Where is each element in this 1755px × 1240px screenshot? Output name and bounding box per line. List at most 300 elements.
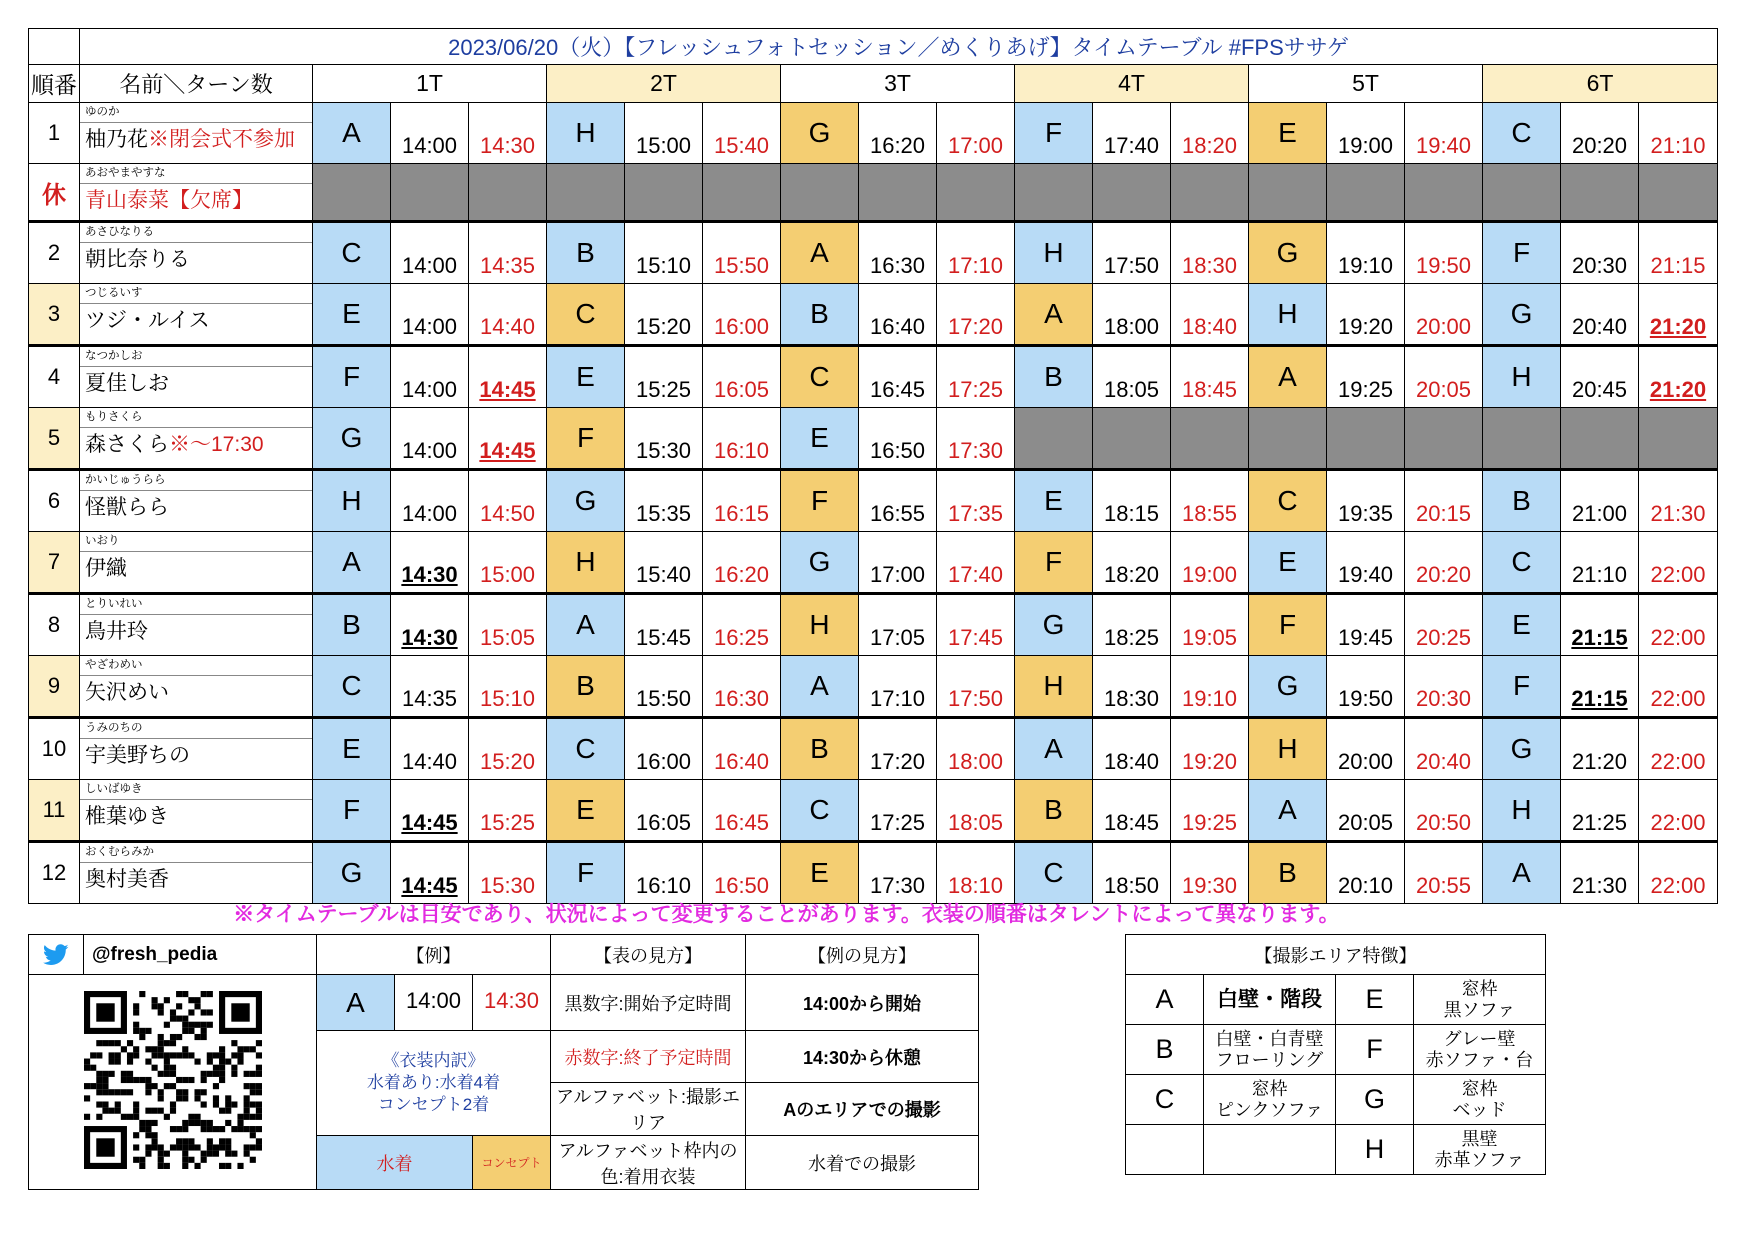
area-letter: H — [1015, 222, 1093, 284]
start-time: 15:20 — [625, 284, 703, 346]
turn-header: 6T — [1483, 65, 1718, 103]
empty-slot — [703, 164, 781, 222]
end-time: 18:05 — [937, 780, 1015, 842]
turn-header: 5T — [1249, 65, 1483, 103]
start-time: 18:20 — [1093, 532, 1171, 594]
empty-slot — [1561, 164, 1639, 222]
end-time: 21:15 — [1639, 222, 1718, 284]
empty-slot — [1483, 408, 1561, 470]
end-time: 16:25 — [703, 594, 781, 656]
end-time: 19:05 — [1171, 594, 1249, 656]
qr-cell — [29, 975, 317, 1190]
end-time: 14:35 — [469, 222, 547, 284]
performer-name-cell — [80, 780, 313, 842]
area-description — [1204, 1125, 1336, 1175]
area-letter: B — [1249, 842, 1327, 904]
area-description — [1204, 1025, 1336, 1075]
area-letter: A — [547, 594, 625, 656]
performer-name-cell — [80, 656, 313, 718]
empty-slot — [1639, 164, 1718, 222]
area-letter: C — [1249, 470, 1327, 532]
area-legend-row — [1126, 1075, 1546, 1125]
area-letter: E — [781, 842, 859, 904]
concept-swatch: コンセプト — [473, 1136, 551, 1190]
area-letter: E — [313, 718, 391, 780]
example-area: A — [317, 975, 395, 1031]
furigana: とりいれい — [80, 595, 312, 615]
start-time: 20:30 — [1561, 222, 1639, 284]
performer-name: 森さくら — [85, 433, 169, 456]
row-number: 休 — [29, 164, 80, 222]
furigana: うみのちの — [80, 719, 312, 739]
area-desc-line: 窓枠 — [1461, 1078, 1498, 1099]
start-time: 14:30 — [391, 594, 469, 656]
start-time: 19:10 — [1327, 222, 1405, 284]
end-time: 19:40 — [1405, 103, 1483, 164]
performer-note: ※～17:30 — [169, 433, 264, 456]
start-time: 18:40 — [1093, 718, 1171, 780]
start-time: 21:15 — [1561, 656, 1639, 718]
row-number: 6 — [29, 470, 80, 532]
howto-desc-2: 赤数字:終了予定時間 — [551, 1031, 746, 1083]
start-time: 19:20 — [1327, 284, 1405, 346]
area-description — [1414, 1125, 1546, 1175]
area-legend-row — [1126, 975, 1546, 1025]
start-time: 19:40 — [1327, 532, 1405, 594]
performer-name: 宇美野ちの — [85, 744, 190, 767]
area-letter: B — [547, 656, 625, 718]
end-time: 22:00 — [1639, 532, 1718, 594]
area-desc-line: フローリング — [1215, 1049, 1324, 1070]
example-header: 【例】 — [317, 935, 551, 975]
start-time: 19:00 — [1327, 103, 1405, 164]
table-row — [29, 532, 1718, 594]
end-time: 16:05 — [703, 346, 781, 408]
start-time: 14:00 — [391, 284, 469, 346]
end-time: 16:40 — [703, 718, 781, 780]
area-letter: E — [1249, 103, 1327, 164]
end-time: 19:30 — [1171, 842, 1249, 904]
end-time: 17:20 — [937, 284, 1015, 346]
empty-slot — [1561, 408, 1639, 470]
area-letter: C — [781, 780, 859, 842]
performer-name-cell — [80, 222, 313, 284]
area-code: C — [1126, 1075, 1204, 1125]
start-time: 16:00 — [625, 718, 703, 780]
performer-name-cell — [80, 408, 313, 470]
start-time: 14:30 — [391, 532, 469, 594]
start-time: 14:00 — [391, 470, 469, 532]
empty-slot — [1249, 164, 1327, 222]
area-legend — [1125, 934, 1546, 1175]
performer-name-cell — [80, 164, 313, 222]
performer-name: 青山泰菜【欠席】 — [85, 189, 253, 212]
table-row — [29, 656, 1718, 718]
start-time: 15:45 — [625, 594, 703, 656]
area-letter: C — [1015, 842, 1093, 904]
performer-name: 朝比奈りる — [85, 248, 190, 271]
area-legend-row — [1126, 1025, 1546, 1075]
twitter-icon — [43, 944, 69, 966]
end-time: 15:00 — [469, 532, 547, 594]
start-time: 16:50 — [859, 408, 937, 470]
end-time: 20:20 — [1405, 532, 1483, 594]
table-row — [29, 408, 1718, 470]
area-letter: H — [547, 103, 625, 164]
area-letter: H — [313, 470, 391, 532]
area-letter: E — [781, 408, 859, 470]
end-time: 15:25 — [469, 780, 547, 842]
area-letter: F — [781, 470, 859, 532]
empty-slot — [1093, 408, 1171, 470]
area-letter: C — [313, 222, 391, 284]
end-time: 20:55 — [1405, 842, 1483, 904]
start-time: 20:20 — [1561, 103, 1639, 164]
start-time: 17:05 — [859, 594, 937, 656]
area-desc-line: 黒壁 — [1461, 1128, 1498, 1149]
area-letter: H — [1015, 656, 1093, 718]
qr-code-icon[interactable] — [84, 991, 262, 1169]
area-letter: F — [313, 346, 391, 408]
start-time: 16:05 — [625, 780, 703, 842]
row-number: 12 — [29, 842, 80, 904]
performer-name-cell — [80, 594, 313, 656]
order-header: 順番 — [29, 65, 80, 103]
start-time: 15:10 — [625, 222, 703, 284]
area-code: H — [1336, 1125, 1414, 1175]
area-letter: G — [781, 103, 859, 164]
performer-name-cell — [80, 103, 313, 164]
name-turn-header: 名前＼ターン数 — [80, 65, 313, 103]
empty-slot — [1639, 408, 1718, 470]
area-letter: B — [781, 284, 859, 346]
start-time: 20:05 — [1327, 780, 1405, 842]
end-time: 18:55 — [1171, 470, 1249, 532]
area-letter: C — [1483, 532, 1561, 594]
empty-slot — [781, 164, 859, 222]
end-time: 22:00 — [1639, 718, 1718, 780]
start-time: 20:00 — [1327, 718, 1405, 780]
furigana: おくむらみか — [80, 843, 312, 863]
end-time: 19:20 — [1171, 718, 1249, 780]
empty-slot — [547, 164, 625, 222]
turn-header: 4T — [1015, 65, 1249, 103]
howto-header: 【表の見方】 — [551, 935, 746, 975]
area-letter: F — [313, 780, 391, 842]
area-letter: G — [1249, 222, 1327, 284]
table-row — [29, 284, 1718, 346]
area-description — [1414, 975, 1546, 1025]
notice-text: ※タイムテーブルは目安であり、状況によって変更することがあります。衣装の順番はタレントによって異なります。 — [233, 903, 1340, 926]
end-time: 17:30 — [937, 408, 1015, 470]
area-letter: F — [1015, 103, 1093, 164]
empty-slot — [1327, 164, 1405, 222]
costume-line-1: 水着あり:水着4着 — [366, 1073, 501, 1092]
area-letter: A — [781, 656, 859, 718]
performer-name: 怪獣らら — [85, 496, 169, 519]
end-time: 14:45 — [469, 346, 547, 408]
area-letter: B — [1483, 470, 1561, 532]
area-letter: E — [1015, 470, 1093, 532]
end-time: 16:10 — [703, 408, 781, 470]
table-row — [29, 780, 1718, 842]
end-time: 15:40 — [703, 103, 781, 164]
area-letter: C — [547, 718, 625, 780]
empty-slot — [1015, 408, 1093, 470]
start-time: 18:45 — [1093, 780, 1171, 842]
start-time: 15:25 — [625, 346, 703, 408]
start-time: 17:30 — [859, 842, 937, 904]
table-row — [29, 103, 1718, 164]
area-letter: F — [547, 408, 625, 470]
howto-desc-1: 黒数字:開始予定時間 — [551, 975, 746, 1031]
start-time: 14:00 — [391, 103, 469, 164]
end-time: 17:00 — [937, 103, 1015, 164]
performer-name-cell — [80, 346, 313, 408]
area-letter: G — [1249, 656, 1327, 718]
area-letter: C — [547, 284, 625, 346]
empty-slot — [469, 164, 547, 222]
start-time: 17:50 — [1093, 222, 1171, 284]
area-desc-line: 赤革ソファ — [1434, 1149, 1525, 1170]
performer-name: 夏佳しお — [85, 372, 169, 395]
empty-slot — [1327, 408, 1405, 470]
row-number: 10 — [29, 718, 80, 780]
start-time: 19:45 — [1327, 594, 1405, 656]
howto-example-1: 14:00から開始 — [746, 975, 979, 1031]
end-time: 20:00 — [1405, 284, 1483, 346]
row-number: 5 — [29, 408, 80, 470]
costume-title: 《衣装内訳》 — [382, 1051, 485, 1070]
area-description — [1414, 1075, 1546, 1125]
empty-slot — [1171, 164, 1249, 222]
end-time: 14:40 — [469, 284, 547, 346]
area-letter: G — [781, 532, 859, 594]
end-time: 16:45 — [703, 780, 781, 842]
start-time: 16:30 — [859, 222, 937, 284]
start-time: 15:50 — [625, 656, 703, 718]
area-letter: G — [1483, 284, 1561, 346]
end-time: 17:10 — [937, 222, 1015, 284]
area-letter: E — [313, 284, 391, 346]
area-letter: G — [1015, 594, 1093, 656]
empty-slot — [1483, 164, 1561, 222]
start-time: 19:50 — [1327, 656, 1405, 718]
performer-name: 椎葉ゆき — [85, 805, 169, 828]
area-code: A — [1126, 975, 1204, 1025]
example-end: 14:30 — [473, 975, 551, 1031]
end-time: 19:00 — [1171, 532, 1249, 594]
table-row — [29, 222, 1718, 284]
start-time: 16:20 — [859, 103, 937, 164]
howto-desc-3: アルファベット:撮影エリア — [551, 1083, 746, 1136]
end-time: 22:00 — [1639, 656, 1718, 718]
table-row — [29, 346, 1718, 408]
end-time: 17:40 — [937, 532, 1015, 594]
furigana: なつかしお — [80, 347, 312, 367]
end-time: 16:30 — [703, 656, 781, 718]
row-number: 8 — [29, 594, 80, 656]
furigana: やざわめい — [80, 656, 312, 676]
row-number: 4 — [29, 346, 80, 408]
turn-header: 1T — [313, 65, 547, 103]
start-time: 21:20 — [1561, 718, 1639, 780]
table-row — [29, 470, 1718, 532]
end-time: 15:20 — [469, 718, 547, 780]
start-time: 15:40 — [625, 532, 703, 594]
area-desc-line: 赤ソファ・台 — [1425, 1049, 1534, 1070]
end-time: 20:05 — [1405, 346, 1483, 408]
end-time: 21:10 — [1639, 103, 1718, 164]
empty-slot — [1093, 164, 1171, 222]
turn-header: 2T — [547, 65, 781, 103]
performer-name-cell — [80, 718, 313, 780]
start-time: 14:40 — [391, 718, 469, 780]
empty-slot — [937, 164, 1015, 222]
end-time: 17:45 — [937, 594, 1015, 656]
start-time: 14:45 — [391, 780, 469, 842]
timetable — [28, 28, 1718, 904]
start-time: 21:00 — [1561, 470, 1639, 532]
area-letter: F — [1249, 594, 1327, 656]
row-number: 2 — [29, 222, 80, 284]
area-code: F — [1336, 1025, 1414, 1075]
area-letter: G — [313, 842, 391, 904]
howto-example-2: 14:30から休憩 — [746, 1031, 979, 1083]
start-time: 18:00 — [1093, 284, 1171, 346]
empty-slot — [625, 164, 703, 222]
performer-name-cell — [80, 532, 313, 594]
start-time: 17:40 — [1093, 103, 1171, 164]
twitter-handle[interactable]: @fresh_pedia — [84, 935, 317, 975]
area-letter: A — [1249, 780, 1327, 842]
howto-example-3: Aのエリアでの撮影 — [746, 1083, 979, 1136]
start-time: 21:15 — [1561, 594, 1639, 656]
end-time: 22:00 — [1639, 594, 1718, 656]
area-description — [1204, 975, 1336, 1025]
start-time: 15:35 — [625, 470, 703, 532]
start-time: 15:30 — [625, 408, 703, 470]
corner-cell — [29, 29, 80, 65]
empty-slot — [1405, 164, 1483, 222]
performer-name-cell — [80, 842, 313, 904]
end-time: 17:25 — [937, 346, 1015, 408]
start-time: 18:50 — [1093, 842, 1171, 904]
end-time: 19:50 — [1405, 222, 1483, 284]
start-time: 21:30 — [1561, 842, 1639, 904]
start-time: 17:20 — [859, 718, 937, 780]
performer-name: 柚乃花 — [85, 128, 148, 151]
area-letter: C — [313, 656, 391, 718]
area-code — [1126, 1125, 1204, 1175]
performer-name: ツジ・ルイス — [85, 309, 210, 332]
start-time: 16:45 — [859, 346, 937, 408]
start-time: 20:40 — [1561, 284, 1639, 346]
area-letter: B — [1015, 346, 1093, 408]
end-time: 17:50 — [937, 656, 1015, 718]
empty-slot — [391, 164, 469, 222]
end-time: 21:20 — [1639, 284, 1718, 346]
start-time: 17:00 — [859, 532, 937, 594]
start-time: 18:05 — [1093, 346, 1171, 408]
start-time: 14:45 — [391, 842, 469, 904]
area-letter: G — [313, 408, 391, 470]
costume-line-2: コンセプト2着 — [377, 1095, 490, 1114]
end-time: 18:30 — [1171, 222, 1249, 284]
area-desc-line: 窓枠 — [1461, 978, 1498, 999]
end-time: 19:25 — [1171, 780, 1249, 842]
area-legend-row — [1126, 1125, 1546, 1175]
area-letter: B — [547, 222, 625, 284]
end-time: 20:30 — [1405, 656, 1483, 718]
end-time: 20:25 — [1405, 594, 1483, 656]
area-letter: A — [1249, 346, 1327, 408]
empty-slot — [1249, 408, 1327, 470]
performer-name: 奥村美香 — [85, 868, 169, 891]
end-time: 15:50 — [703, 222, 781, 284]
table-row — [29, 164, 1718, 222]
start-time: 18:15 — [1093, 470, 1171, 532]
area-code: G — [1336, 1075, 1414, 1125]
row-number: 11 — [29, 780, 80, 842]
end-time: 16:20 — [703, 532, 781, 594]
table-row — [29, 718, 1718, 780]
area-letter: B — [781, 718, 859, 780]
area-desc-line: 窓枠 — [1251, 1078, 1288, 1099]
area-letter: A — [781, 222, 859, 284]
furigana: ゆのか — [80, 103, 312, 123]
example-howto-header: 【例の見方】 — [746, 935, 979, 975]
start-time: 16:55 — [859, 470, 937, 532]
area-letter: E — [547, 346, 625, 408]
start-time: 19:35 — [1327, 470, 1405, 532]
end-time: 20:15 — [1405, 470, 1483, 532]
empty-slot — [1015, 164, 1093, 222]
twitter-cell — [29, 935, 84, 975]
start-time: 14:35 — [391, 656, 469, 718]
start-time: 14:00 — [391, 222, 469, 284]
start-time: 21:10 — [1561, 532, 1639, 594]
end-time: 14:30 — [469, 103, 547, 164]
start-time: 19:25 — [1327, 346, 1405, 408]
area-letter: F — [1015, 532, 1093, 594]
end-time: 22:00 — [1639, 780, 1718, 842]
area-letter: A — [313, 103, 391, 164]
area-letter: H — [1483, 346, 1561, 408]
furigana: あおやまやすな — [80, 164, 312, 184]
end-time: 21:20 — [1639, 346, 1718, 408]
area-desc-line: 黒ソファ — [1443, 999, 1516, 1020]
empty-slot — [1171, 408, 1249, 470]
row-number: 1 — [29, 103, 80, 164]
end-time: 18:00 — [937, 718, 1015, 780]
area-description — [1204, 1075, 1336, 1125]
area-letter: F — [547, 842, 625, 904]
area-letter: F — [1483, 222, 1561, 284]
end-time: 22:00 — [1639, 842, 1718, 904]
row-number: 3 — [29, 284, 80, 346]
area-letter: A — [1483, 842, 1561, 904]
start-time: 20:45 — [1561, 346, 1639, 408]
area-letter: H — [547, 532, 625, 594]
area-letter: E — [1249, 532, 1327, 594]
end-time: 15:10 — [469, 656, 547, 718]
area-letter: H — [1483, 780, 1561, 842]
area-letter: F — [1483, 656, 1561, 718]
area-letter: B — [1015, 780, 1093, 842]
end-time: 21:30 — [1639, 470, 1718, 532]
area-desc-line: ピンクソファ — [1215, 1099, 1324, 1120]
